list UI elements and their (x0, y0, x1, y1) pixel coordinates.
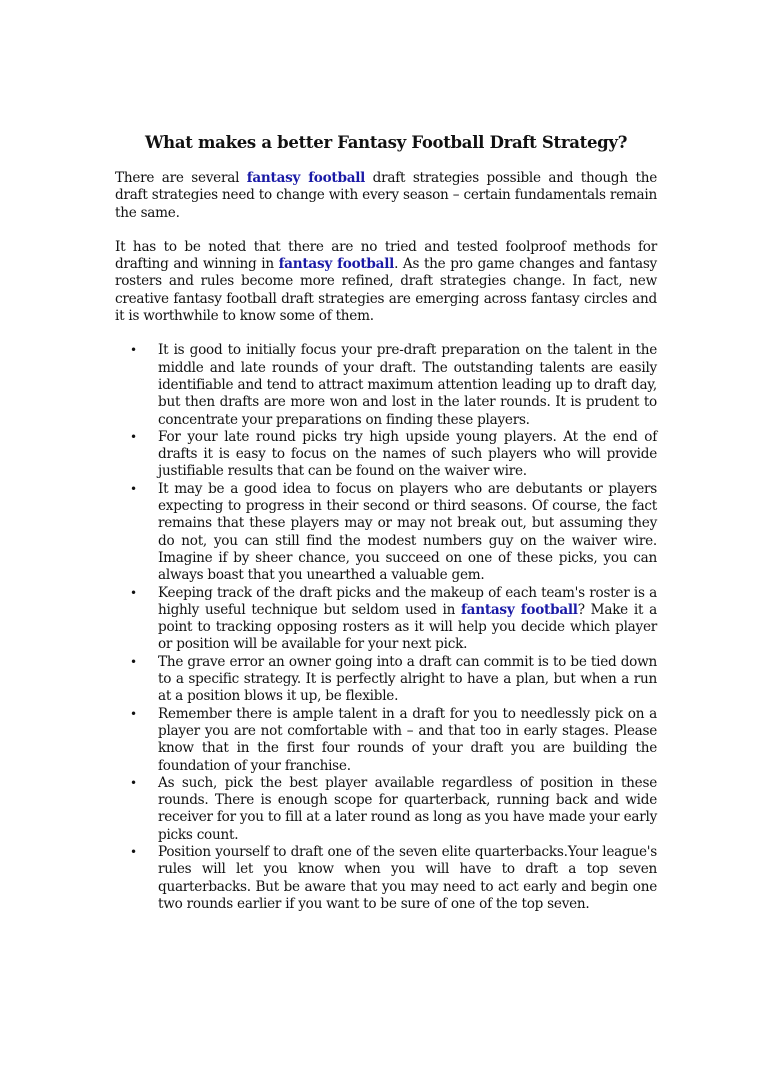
bullet-icon: • (130, 429, 137, 444)
bullet-icon: • (130, 481, 137, 496)
list-item (130, 342, 657, 428)
bullet-icon: • (130, 844, 137, 859)
list-item (130, 774, 657, 844)
list-item-text: For your late round picks try high upside young players. At the end of drafts it is easy to focus on the names of such players who will provide justifiable results that can be found on the waiver wire. (158, 428, 657, 480)
list-item (130, 653, 657, 706)
document-page (115, 133, 657, 913)
list-item (130, 584, 657, 654)
paragraph-text: . As the pro game changes and fantasy rosters and rules become more refined, draft strategies change. In fact, new creative fantasy football draft strategies are emerging across fantasy circles and it is worthwhile to know some of them. (115, 256, 657, 325)
fantasy-football-link[interactable]: fantasy football (278, 256, 395, 273)
list-item-text: It is good to initially focus your pre-draft preparation on the talent in the middle and late rounds of your draft. The outstanding talents are easily identifiable and tend to attract maximum attention leading up to draft day, but then drafts are more won and lost in the later rounds. It is prudent to concentrate your preparations on finding these players. (158, 342, 657, 428)
list-item (130, 843, 657, 913)
list-item (130, 705, 657, 775)
fantasy-football-link[interactable]: fantasy football (246, 170, 366, 186)
paragraph-text: draft strategies possible and though the draft strategies need to change with every season – certain fundamentals remain the same. (115, 170, 657, 221)
list-item-text: ? Make it a point to tracking opposing rosters as it will help you decide which player or position will be available for your next pick. (158, 601, 657, 653)
document-title: What makes a better Fantasy Football Draft Strategy? (144, 133, 628, 152)
bullet-icon: • (130, 654, 137, 669)
bullet-icon: • (130, 585, 137, 600)
strategy-list (115, 342, 657, 913)
list-item-text: Keeping track of the draft picks and the makeup of each team's roster is a highly useful technique but seldom used in (158, 584, 657, 618)
bullet-icon: • (130, 775, 137, 790)
list-item-text: It may be a good idea to focus on players who are debutants or players expecting to progress in their second or third seasons. Of course, the fact remains that these players may or may not break out, but assuming they do not, you can still find the modest numbers guy on the waiver wire. Imagine if by sheer chance, you succeed on one of these picks, you can always boast that you unearthed a valuable gem. (158, 480, 657, 584)
bullet-icon: • (130, 706, 137, 721)
list-item-text: Position yourself to draft one of the seven elite quarterbacks.Your league's rules will let you know when you will have to draft a top seven quarterbacks. But be aware that you may need to act early and begin one two rounds earlier if you want to be sure of one of the top seven. (158, 843, 657, 912)
paragraph-text: There are several (115, 170, 247, 186)
list-item-text: The grave error an owner going into a draft can commit is to be tied down to a specific strategy. It is perfectly alright to have a plan, but when a run at a position blows it up, be flexible. (158, 653, 657, 705)
second-paragraph (115, 239, 657, 325)
list-item-text: As such, pick the best player available regardless of position in these rounds. There is enough scope for quarterback, running back and wide receiver for you to fill at a later round as long as you have made your early picks count. (158, 774, 657, 843)
list-item (130, 480, 657, 585)
list-item (130, 428, 657, 481)
paragraph-text: It has to be noted that there are no tried and tested foolproof methods for drafting and winning in (115, 238, 657, 273)
list-item-text: Remember there is ample talent in a draft for you to needlessly pick on a player you are not comfortable with – and that too in early stages. Please know that in the first four rounds of your draft you are building the foundation of your franchise. (158, 705, 657, 774)
fantasy-football-link[interactable]: fantasy football (461, 601, 578, 618)
bullet-icon: • (130, 343, 137, 358)
intro-paragraph (115, 170, 657, 222)
